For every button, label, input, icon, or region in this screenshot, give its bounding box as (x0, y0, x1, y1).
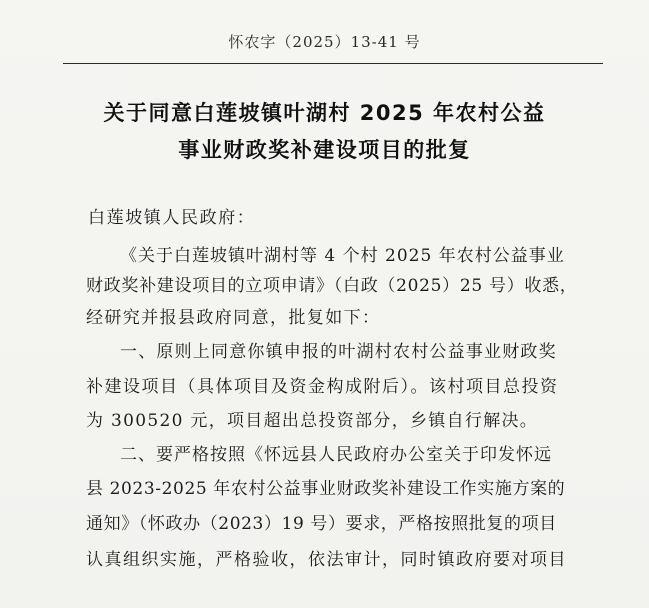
body-line: 通知》（怀政办（2023）19 号）要求，严格按照批复的项目 (86, 514, 557, 534)
document-title-line-1: 关于同意白莲坡镇叶湖村 2025 年农村公益 (103, 101, 546, 125)
body-line: 一、原则上同意你镇申报的叶湖村农村公益事业财政奖 (120, 342, 557, 362)
body-line: 为 300520 元，项目超出总投资部分，乡镇自行解决。 (86, 411, 539, 431)
body-line: 经研究并报县政府同意，批复如下： (86, 308, 381, 328)
salutation: 白莲坡镇人民政府： (88, 208, 256, 228)
body-line: 财政奖补建设项目的立项申请》（白政（2025）25 号）收悉， (86, 276, 578, 296)
body-line: 二、要严格按照《怀远县人民政府办公室关于印发怀远 (120, 445, 552, 465)
document-number: 怀农字（2025）13-41 号 (228, 33, 421, 51)
body-line: 《关于白莲坡镇叶湖村等 4 个村 2025 年农村公益事业 (120, 246, 565, 266)
body-line: 补建设项目（具体项目及资金构成附后）。该村项目总投资 (86, 377, 559, 397)
header-divider (63, 63, 603, 64)
document-title-line-2: 事业财政奖补建设项目的批复 (178, 138, 471, 162)
body-line: 认真组织实施，严格验收，依法审计，同时镇政府要对项目 (86, 550, 567, 570)
body-line: 县 2023-2025 年农村公益事业财政奖补建设工作实施方案的 (86, 479, 566, 499)
